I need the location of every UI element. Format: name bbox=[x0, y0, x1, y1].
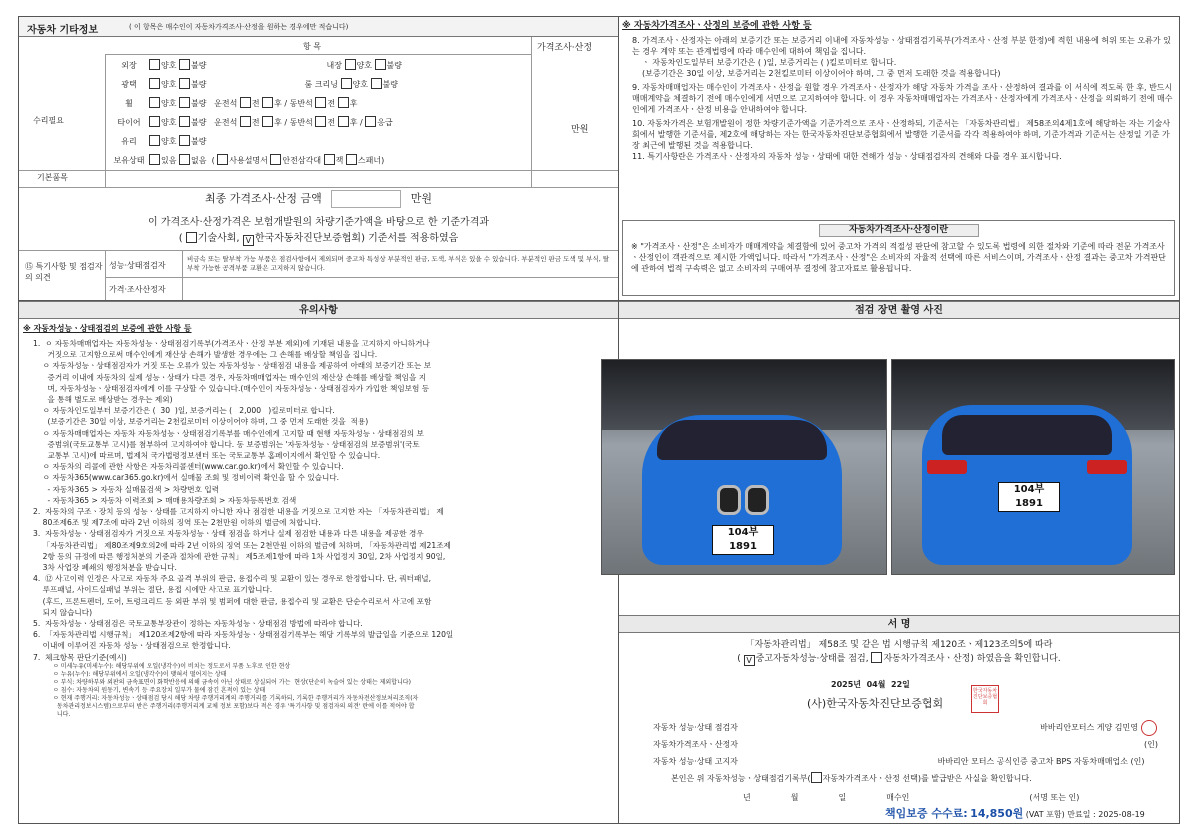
final-price-input[interactable] bbox=[331, 190, 401, 208]
row-tire: 타이어 bbox=[117, 118, 141, 127]
note-10: 10. 자동차가격은 보험개발원이 정한 차량기준가액을 기준가격으로 조사ㆍ산정하되, 기준서는 「자동차관리법」 제58조의4제1호에 해당하는 자는 기술사회에서 발행한 기준서를, 제2호에 해당하는 자는 한국자동차진단보증협회에서 발행한 기준서를 각각 적용하여야 하며, 기준가격과 기준서는 산정일 기준 가장 최근에 발행된 것을 적용합니다. bbox=[632, 119, 1171, 150]
note-line: ㅇ 자동차인도일부터 보증기간은 ( 30 )일, 보증거리는 ( 2,000 )킬로미터로 합니다. bbox=[33, 406, 335, 416]
note-8: 8. 가격조사ㆍ산정자는 아래의 보증기간 또는 보증거리 이내에 자동차성능ㆍ상태점검기록부(가격조사ㆍ산정 부분 한정)에 적힌 내용에 허위 또는 오류가 있는 경우 계약 또는 관계법령에 따라 매수인에 대하여 책임을 집니다. bbox=[632, 36, 1171, 56]
fee-row: 책임보증 수수료: 14,850원 (VAT 포함) 만료일 : 2025-08-19 bbox=[885, 807, 1145, 820]
assoc-name: (사)한국자동차진단보증협회 bbox=[807, 697, 944, 710]
final-price-label: 최종 가격조사·산정 금액 bbox=[204, 192, 322, 205]
note-small-line: ㅇ 미세누유(미세누수): 해당부위에 오일(냉각수)이 비치는 정도로서 부품 노후로 인한 현상 bbox=[53, 662, 291, 670]
price-guarantee-section bbox=[622, 21, 1175, 297]
group-basic: 기본품목 bbox=[37, 173, 68, 182]
note-9: 9. 자동차매매업자는 매수인이 가격조사ㆍ산정을 원할 경우 가격조사ㆍ산정자가 해당 자동차 가격을 조사ㆍ산정하여 결과를 이 서식에 적도록 한 후, 반드시 매매계약을 체결하기 전에 매수인에게 서면으로 고지하여야 합니다. 이 경우 자동차매매업자는 가격조사ㆍ산정자에게 가격조사ㆍ산정을 의뢰하기 전에 매수인에게 가격조사ㆍ산정 비용을 안내하여야 합니다. bbox=[632, 83, 1173, 114]
price-guarantee-heading: ※ 자동차가격조사ㆍ산정의 보증에 관한 사항 등 bbox=[622, 21, 812, 31]
checkbox[interactable] bbox=[346, 154, 357, 165]
checkbox[interactable] bbox=[179, 59, 190, 70]
checkbox[interactable] bbox=[375, 59, 386, 70]
notes-small-list bbox=[23, 663, 615, 719]
note-line: - 자동차365 > 자동차 실매물검색 > 차량번호 입력 bbox=[33, 484, 220, 494]
note-line: ㅇ 자동차매매업자는 자동차 자동차성능ㆍ상태점검기록부를 매수인에게 고지할 때 현행 자동차성능ㆍ상태점검의 보 bbox=[33, 428, 424, 438]
note-small-line: 니다. bbox=[53, 710, 71, 718]
note-line: 거짓으로 고지함으로써 매수인에게 재산상 손해가 발생한 경우에는 그 손해를 배상할 책임을 집니다. bbox=[33, 350, 378, 360]
note-line: 증범위(국토교통부 고시)를 첨부하여 고지하여야 합니다. 동 보증범위는 '자동차성능ㆍ상태점검의 보증범위'(국토 bbox=[33, 439, 420, 449]
final-price-row: 최종 가격조사·산정 금액 만원 bbox=[19, 187, 618, 211]
note-small-line: ㅇ 침수: 자동차의 원동기, 변속기 등 주요장치 일부가 물에 잠긴 흔적이 있는 상태 bbox=[53, 686, 266, 694]
checkbox[interactable] bbox=[371, 78, 382, 89]
note-line: 7. 체크항목 판단기준(예시) bbox=[33, 652, 127, 662]
checkbox[interactable] bbox=[179, 116, 190, 127]
note-line: 을 통해 별도로 배상받는 경우는 제외) bbox=[33, 395, 173, 405]
checkbox[interactable] bbox=[179, 135, 190, 146]
other-info-header bbox=[19, 17, 618, 37]
group-repair: 수리필요 bbox=[33, 116, 64, 125]
checkbox[interactable] bbox=[811, 772, 822, 783]
checkbox[interactable] bbox=[365, 116, 376, 127]
document-frame bbox=[18, 16, 1180, 824]
col-item: 항 목 bbox=[303, 42, 321, 51]
row-glass: 유리 bbox=[121, 137, 137, 146]
row-wheel: 휠 bbox=[125, 99, 133, 108]
rear-photo bbox=[891, 359, 1175, 575]
note-line: 교통부 고시)에 따르며, 법제처 국가법령정보센터 또는 국토교통부 홈페이지에서 확인할 수 있습니다. bbox=[33, 451, 381, 461]
note-line: 5. 자동차성능ㆍ상태점검은 국토교통부장관이 정하는 자동차성능ㆍ상태점검 방법에 따라야 합니다. bbox=[33, 619, 363, 629]
checkbox[interactable] bbox=[179, 97, 190, 108]
checkbox[interactable] bbox=[217, 154, 228, 165]
checkbox[interactable] bbox=[149, 154, 160, 165]
row-room: 룸 크리닝 bbox=[304, 80, 338, 89]
note-small-line: ㅇ 현재 주행거리: 자동차성능ㆍ상태점검 당시 해당 차량 주행거리계의 주행거리를 기록하되, 기록한 주행거리가 자동차전산정보처리조직(자 bbox=[53, 694, 419, 702]
price-unit: 만원 bbox=[571, 125, 589, 135]
checkbox[interactable] bbox=[324, 154, 335, 165]
notes-body bbox=[23, 323, 615, 823]
checkbox[interactable] bbox=[149, 97, 160, 108]
col-price: 가격조사·산정 bbox=[537, 43, 593, 53]
front-photo bbox=[601, 359, 887, 575]
note-line: 2항 등의 규정에 따른 행정처분의 기준과 절차에 관한 규칙」 제5조제1항에 따라 1차 사업정지 30일, 2차 사업정지 90일, bbox=[33, 551, 446, 561]
checkbox[interactable] bbox=[149, 59, 160, 70]
checkbox[interactable] bbox=[186, 232, 197, 243]
note-line: - 자동차365 > 자동차 이력조회 > 매매용차량조회 > 자동차등록번호 검색 bbox=[33, 495, 297, 505]
note-8b: ㆍ 자동차인도일부터 보증기간은 ( )일, 보증거리는 ( )킬로미터로 합니다. bbox=[642, 58, 897, 67]
assoc-stamp: 한국자동차진단보증협회 bbox=[971, 685, 999, 713]
checkbox[interactable] bbox=[149, 135, 160, 146]
note-line: ㅇ 자동차365(www.car365.go.kr)에서 실매물 조회 및 정비이력 확인을 할 수 있습니다. bbox=[33, 473, 340, 483]
note-line: 「자동차관리법」 제80조제9호의2에 따라 2년 이하의 징역 또는 2천만원 이하의 벌금에 처하며, 「자동차관리법 제21조제 bbox=[33, 540, 451, 550]
other-info-title: 자동차 기타정보 bbox=[27, 25, 99, 36]
note-small-line: ㅇ 부식: 차량하부와 외판의 금속표면이 화학반응에 의해 금속이 아닌 상태로 상실되어 가는 현상(단순히 녹슬어 있는 상태는 제외합니다) bbox=[53, 678, 411, 686]
sign-heading: 서 명 bbox=[619, 615, 1179, 633]
checkbox[interactable] bbox=[338, 116, 349, 127]
note-8c: (보증기간은 30일 이상, 보증거리는 2천킬로미터 이상이어야 하며, 그 중 먼저 도래한 것을 적용합니다) bbox=[642, 69, 1001, 78]
perf-label: 성능·상태점검자 bbox=[109, 261, 166, 270]
row-exterior: 외장 bbox=[121, 61, 137, 70]
checkbox[interactable] bbox=[345, 59, 356, 70]
note-line: 며, 자동차성능ㆍ상태점검자에게 이를 구상할 수 있습니다.(매수인이 자동차성능ㆍ상태점검자가 가입한 책임보험 등 bbox=[33, 383, 430, 393]
checkbox[interactable]: V bbox=[744, 655, 755, 666]
inspector-seal bbox=[1141, 720, 1157, 736]
note-line: 1. ㅇ 자동차매매업자는 자동차성능ㆍ상태점검기록부(가격조사ㆍ산정 부분 제외)에 기재된 내용을 고지하지 아니하거나 bbox=[33, 339, 430, 348]
note-line: (보증기간은 30일 이상, 보증거리는 2천킬로미터 이상이어야 하며, 그 중 먼저 도래한 것을 적용) bbox=[33, 417, 369, 427]
note-line: 3차 사업장 폐쇄의 행정처분을 받습니다. bbox=[33, 563, 177, 573]
notes-list bbox=[23, 338, 615, 663]
sign-law: 「자동차관리법」 제58조 및 같은 법 시행규칙 제120조ㆍ제123조의5에 따라 ( V 중고자동차성능·상태를 점검, 자동차가격조사ㆍ산정) 하였음을 확인합니다. bbox=[737, 640, 1061, 665]
note-line: 되지 않습니다) bbox=[33, 607, 93, 617]
row-gloss: 광택 bbox=[121, 80, 137, 89]
photo-heading: 점검 장면 촬영 사진 bbox=[619, 301, 1179, 319]
sign-rows: 자동차 성능·상태 점검자 바바리안모터스 게양 김민영 자동차가격조사ㆍ산정자 (인) 자동차 성능·상태 고지자 바바리안 모터스 공식인증 중고차 BPS 자동차매매업소 (인) 본인은 위 자동차성능ㆍ상태점검기록부( 자동차가격조사ㆍ산정 선택)를 발급받은 사실을 확인합니다. 년 월 일 매수인 (서명 또는 인) bbox=[643, 719, 1173, 806]
checkbox[interactable] bbox=[240, 97, 251, 108]
front-plate: 104부 1891 bbox=[712, 525, 774, 555]
note-line: ㅇ 자동차성능ㆍ상태점검자가 거짓 또는 오류가 있는 자동차성능ㆍ상태점검 내용을 제공하여 아래의 보증기간 또는 보 bbox=[33, 361, 432, 371]
perf-text: 비금속 또는 탈부착 가능 부품은 점검사항에서 제외되며 중고차 특성상 부분적인 판금, 도색, 부식은 있을 수 있습니다. 부분적인 판금 도색 및 부식, 탈부착 가능한 공격부품 교환은 고지하지 않습니다. bbox=[187, 255, 610, 272]
checkbox[interactable] bbox=[262, 97, 273, 108]
note-11: 11. 특기사항란은 가격조사ㆍ산정자의 자동차 성능ㆍ상태에 대한 견해가 성능ㆍ상태점검자의 견해와 다를 경우 표시합니다. bbox=[632, 152, 1062, 161]
checkbox[interactable] bbox=[179, 78, 190, 89]
checkbox[interactable] bbox=[149, 78, 160, 89]
note-line: 6. 「자동차관리법 시행규칙」 제120조제2항에 따라 자동차성능ㆍ상태점검기록부는 해당 기록부의 발급일을 기준으로 120일 bbox=[33, 630, 454, 640]
row-keep: 보유상태 bbox=[113, 156, 145, 165]
checkbox[interactable] bbox=[179, 154, 190, 165]
other-info-subtitle: ( 이 항목은 매수인이 자동차가격조사·산정을 원하는 경우에만 적습니다) bbox=[129, 23, 349, 31]
row-interior: 내장 bbox=[326, 61, 342, 70]
note-small-line: ㅇ 누유(누수): 해당부위에서 오일(냉각수)이 맺혀서 떨어지는 상태 bbox=[53, 670, 227, 678]
checkbox[interactable] bbox=[270, 154, 281, 165]
note-line: 2. 자동차의 구조ㆍ장치 등의 성능ㆍ상태를 고지하지 아니한 자나 점검한 내용을 거짓으로 고지한 자는 「자동차관리법」 제 bbox=[33, 507, 444, 517]
price-definition-box: 자동차가격조사·산정이란 ※ "가격조사ㆍ산정"은 소비자가 매매계약을 체결함에 있어 중고차 가격의 적절성 판단에 참고할 수 있도록 법령에 의한 절차와 기준에 따라 전문 가격조사ㆍ산정인이 객관적으로 제시한 가액입니다. 따라서 "가격조사ㆍ산정"은 소비자의 자율적 선택에 따른 서비스이며, 가격조사ㆍ산정 결과는 중고차 가격판단에 관하여 법적 구속력은 없고 소비자의 구매여부 결정에 참고자료로 활용됩니다. bbox=[622, 220, 1175, 296]
checkbox[interactable] bbox=[871, 652, 882, 663]
note-line: ㅇ 자동차의 리콜에 관한 사항은 자동차리콜센터(www.car.go.kr)에서 확인할 수 있습니다. bbox=[33, 462, 344, 472]
note-line: 이내에 이루어진 자동차 성능ㆍ상태점검으로 한정합니다. bbox=[33, 641, 231, 651]
price-label: 가격·조사산정자 bbox=[109, 285, 166, 294]
checkbox[interactable] bbox=[149, 116, 160, 127]
other-info-table: 항 목 가격조사·산정 수리필요 기본품목 만원 외장 양호 불량 내장 양호 불량 광택 양호 불량 룸 크리닝 양호 불량 휠 양호 불량 운전석 전 후 / 동반석 전 후 타이어 양호 불량 운전석 전 후 / 동반석 전 후 / 응급 유리 양호 불량 보유상태 있음 없음 ( 사용설명서 안전삼각대 잭 스패너) 최종 가격조사·산정 금액 만원 이 가격조사·산정가격은 보험개발원의 차량기준가액을 바탕으로 한 기준가격과 ( 기술사회, V 한국자동차진단보증협회) 기준서를 적용하였음 ⑮ 특기사항 및 점검자의 의견 성능·상태점검자 비금속 또는 탈부착 가능 부품은 점검사항에서 제외되며 중고차 특성상 부분적인 판금, 도색, 부식은 있을 수 있습니다. 부분적인 판금 도색 및 부식, 탈부착 가능한 공격부품 교환은 고지하지 않습니다. 가격·조사산정자 bbox=[19, 37, 618, 300]
note-line: 루프패널, 사이드실패널 부위는 절단, 용접 시에만 사고로 표기합니다. bbox=[33, 585, 273, 595]
checkbox[interactable] bbox=[315, 97, 326, 108]
checkbox[interactable] bbox=[341, 78, 352, 89]
note-line: 80조제6조 및 제7조에 따라 2년 이하의 징역 또는 2천만원 이하의 벌금에 처합니다. bbox=[33, 518, 321, 528]
checkbox[interactable]: V bbox=[243, 235, 254, 246]
checkbox[interactable] bbox=[338, 97, 349, 108]
notes-heading: 유의사항 bbox=[19, 301, 618, 319]
note-line: 3. 자동차성능ㆍ상태점검자가 거짓으로 자동차성능ㆍ상태 점검을 하거나 실제 점검한 내용과 다른 내용을 제공한 경우 bbox=[33, 529, 424, 539]
sign-date: 2025년 04월 22일 bbox=[831, 680, 910, 689]
checkbox[interactable] bbox=[315, 116, 326, 127]
rear-plate: 104부 1891 bbox=[998, 482, 1060, 512]
checkbox[interactable] bbox=[240, 116, 251, 127]
checkbox[interactable] bbox=[262, 116, 273, 127]
note-line: 4. ⑫ 사고이력 인정은 사고로 자동차 주요 골격 부위의 판금, 용접수리 및 교환이 있는 경우로 한정합니다. 단, 쿼터패널, bbox=[33, 574, 432, 584]
special-label: ⑮ 특기사항 및 점검자의 의견 bbox=[25, 262, 103, 282]
note-small-line: 동차관리정보시스템)으로부터 받은 주행거리(주행거리계 교체 정보 포함)보다 적은 경우 '특기사항 및 점검자의 의견' 란에 이를 적어야 합 bbox=[53, 702, 415, 710]
notes-sub: ※ 자동차성능ㆍ상태점검의 보증에 관한 사항 등 bbox=[23, 324, 192, 333]
note-line: (후드, 프론트펜더, 도어, 트렁크리드 등 외판 부위 및 범퍼에 대한 판금, 용접수리 및 교환은 단순수리로서 사고에 포함 bbox=[33, 596, 432, 606]
note-line: 증거리 이내에 자동차의 실제 성능ㆍ상태가 다른 경우, 자동차매매업자는 매수인의 재산상 손해를 배상할 책임을 지 bbox=[33, 372, 427, 382]
basis-text: 이 가격조사·산정가격은 보험개발원의 차량기준가액을 바탕으로 한 기준가격과 ( 기술사회, V 한국자동차진단보증협회) 기준서를 적용하였음 bbox=[147, 217, 490, 245]
